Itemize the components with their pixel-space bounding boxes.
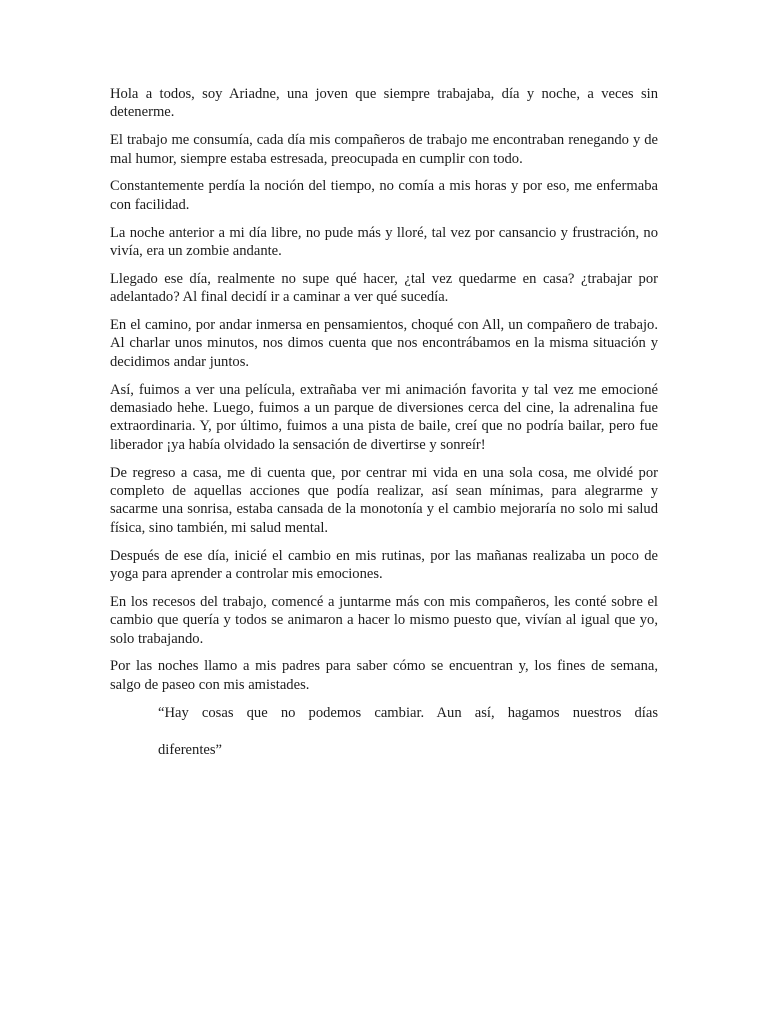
paragraph-3: Constantemente perdía la noción del tiempo, no comía a mis horas y por eso, me enfermaba con facilidad. [110, 178, 658, 213]
paragraph-4: La noche anterior a mi día libre, no pude más y lloré, tal vez por cansancio y frustración, no vivía, era un zombie andante. [110, 224, 658, 260]
paragraph-10: En los recesos del trabajo, comencé a juntarme más con mis compañeros, les conté sobre el cambio que quería y todos se animaron a hacer lo mismo puesto que, vivían al igual que yo, solo trabajando. [110, 593, 658, 647]
paragraph-1: Hola a todos, soy Ariadne, una joven que siempre trabajaba, día y noche, a veces sin detenerme. [110, 86, 658, 121]
document-body [110, 85, 658, 759]
paragraph-7: Así, fuimos a ver una película, extrañaba ver mi animación favorita y tal vez me emocioné demasiado hehe. Luego, fuimos a un parque de diversiones cerca del cine, la adrenalina fue extraordinaria. Y, por último, fuimos a una pista de baile, creí que no podría bailar, pero fue liberador ¡ya había olvidado la sensación de divertirse y sonreír! [110, 381, 658, 453]
paragraph-6: En el camino, por andar inmersa en pensamientos, choqué con All, un compañero de trabajo. Al charlar unos minutos, nos dimos cuenta que nos encontrábamos en la misma situación y decidimos andar juntos. [110, 317, 658, 370]
paragraph-5: Llegado ese día, realmente no supe qué hacer, ¿tal vez quedarme en casa? ¿trabajar por adelantado? Al final decidí ir a caminar a ver qué sucedía. [110, 270, 658, 306]
quote-line-2: diferentes” [158, 742, 223, 759]
paragraph-8: De regreso a casa, me di cuenta que, por centrar mi vida en una sola cosa, me olvidé por completo de aquellas acciones que podía realizar, así sean mínimas, para alegrarme y sacarme una sonrisa, estaba cansada de la monotonía y el cambio mejoraría no solo mi salud física, sino también, mi salud mental. [110, 464, 658, 536]
paragraph-11: Por las noches llamo a mis padres para saber cómo se encuentran y, los fines de semana, salgo de paseo con mis amistades. [110, 658, 658, 693]
quote-line-1: “Hay cosas que no podemos cambiar. Aun así, hagamos nuestros días [158, 704, 658, 721]
closing-quote [158, 704, 658, 760]
paragraph-9: Después de ese día, inicié el cambio en mis rutinas, por las mañanas realizaba un poco de yoga para aprender a controlar mis emociones. [110, 547, 658, 583]
paragraph-2: El trabajo me consumía, cada día mis compañeros de trabajo me encontraban renegando y de mal humor, siempre estaba estresada, preocupada en cumplir con todo. [110, 132, 658, 167]
